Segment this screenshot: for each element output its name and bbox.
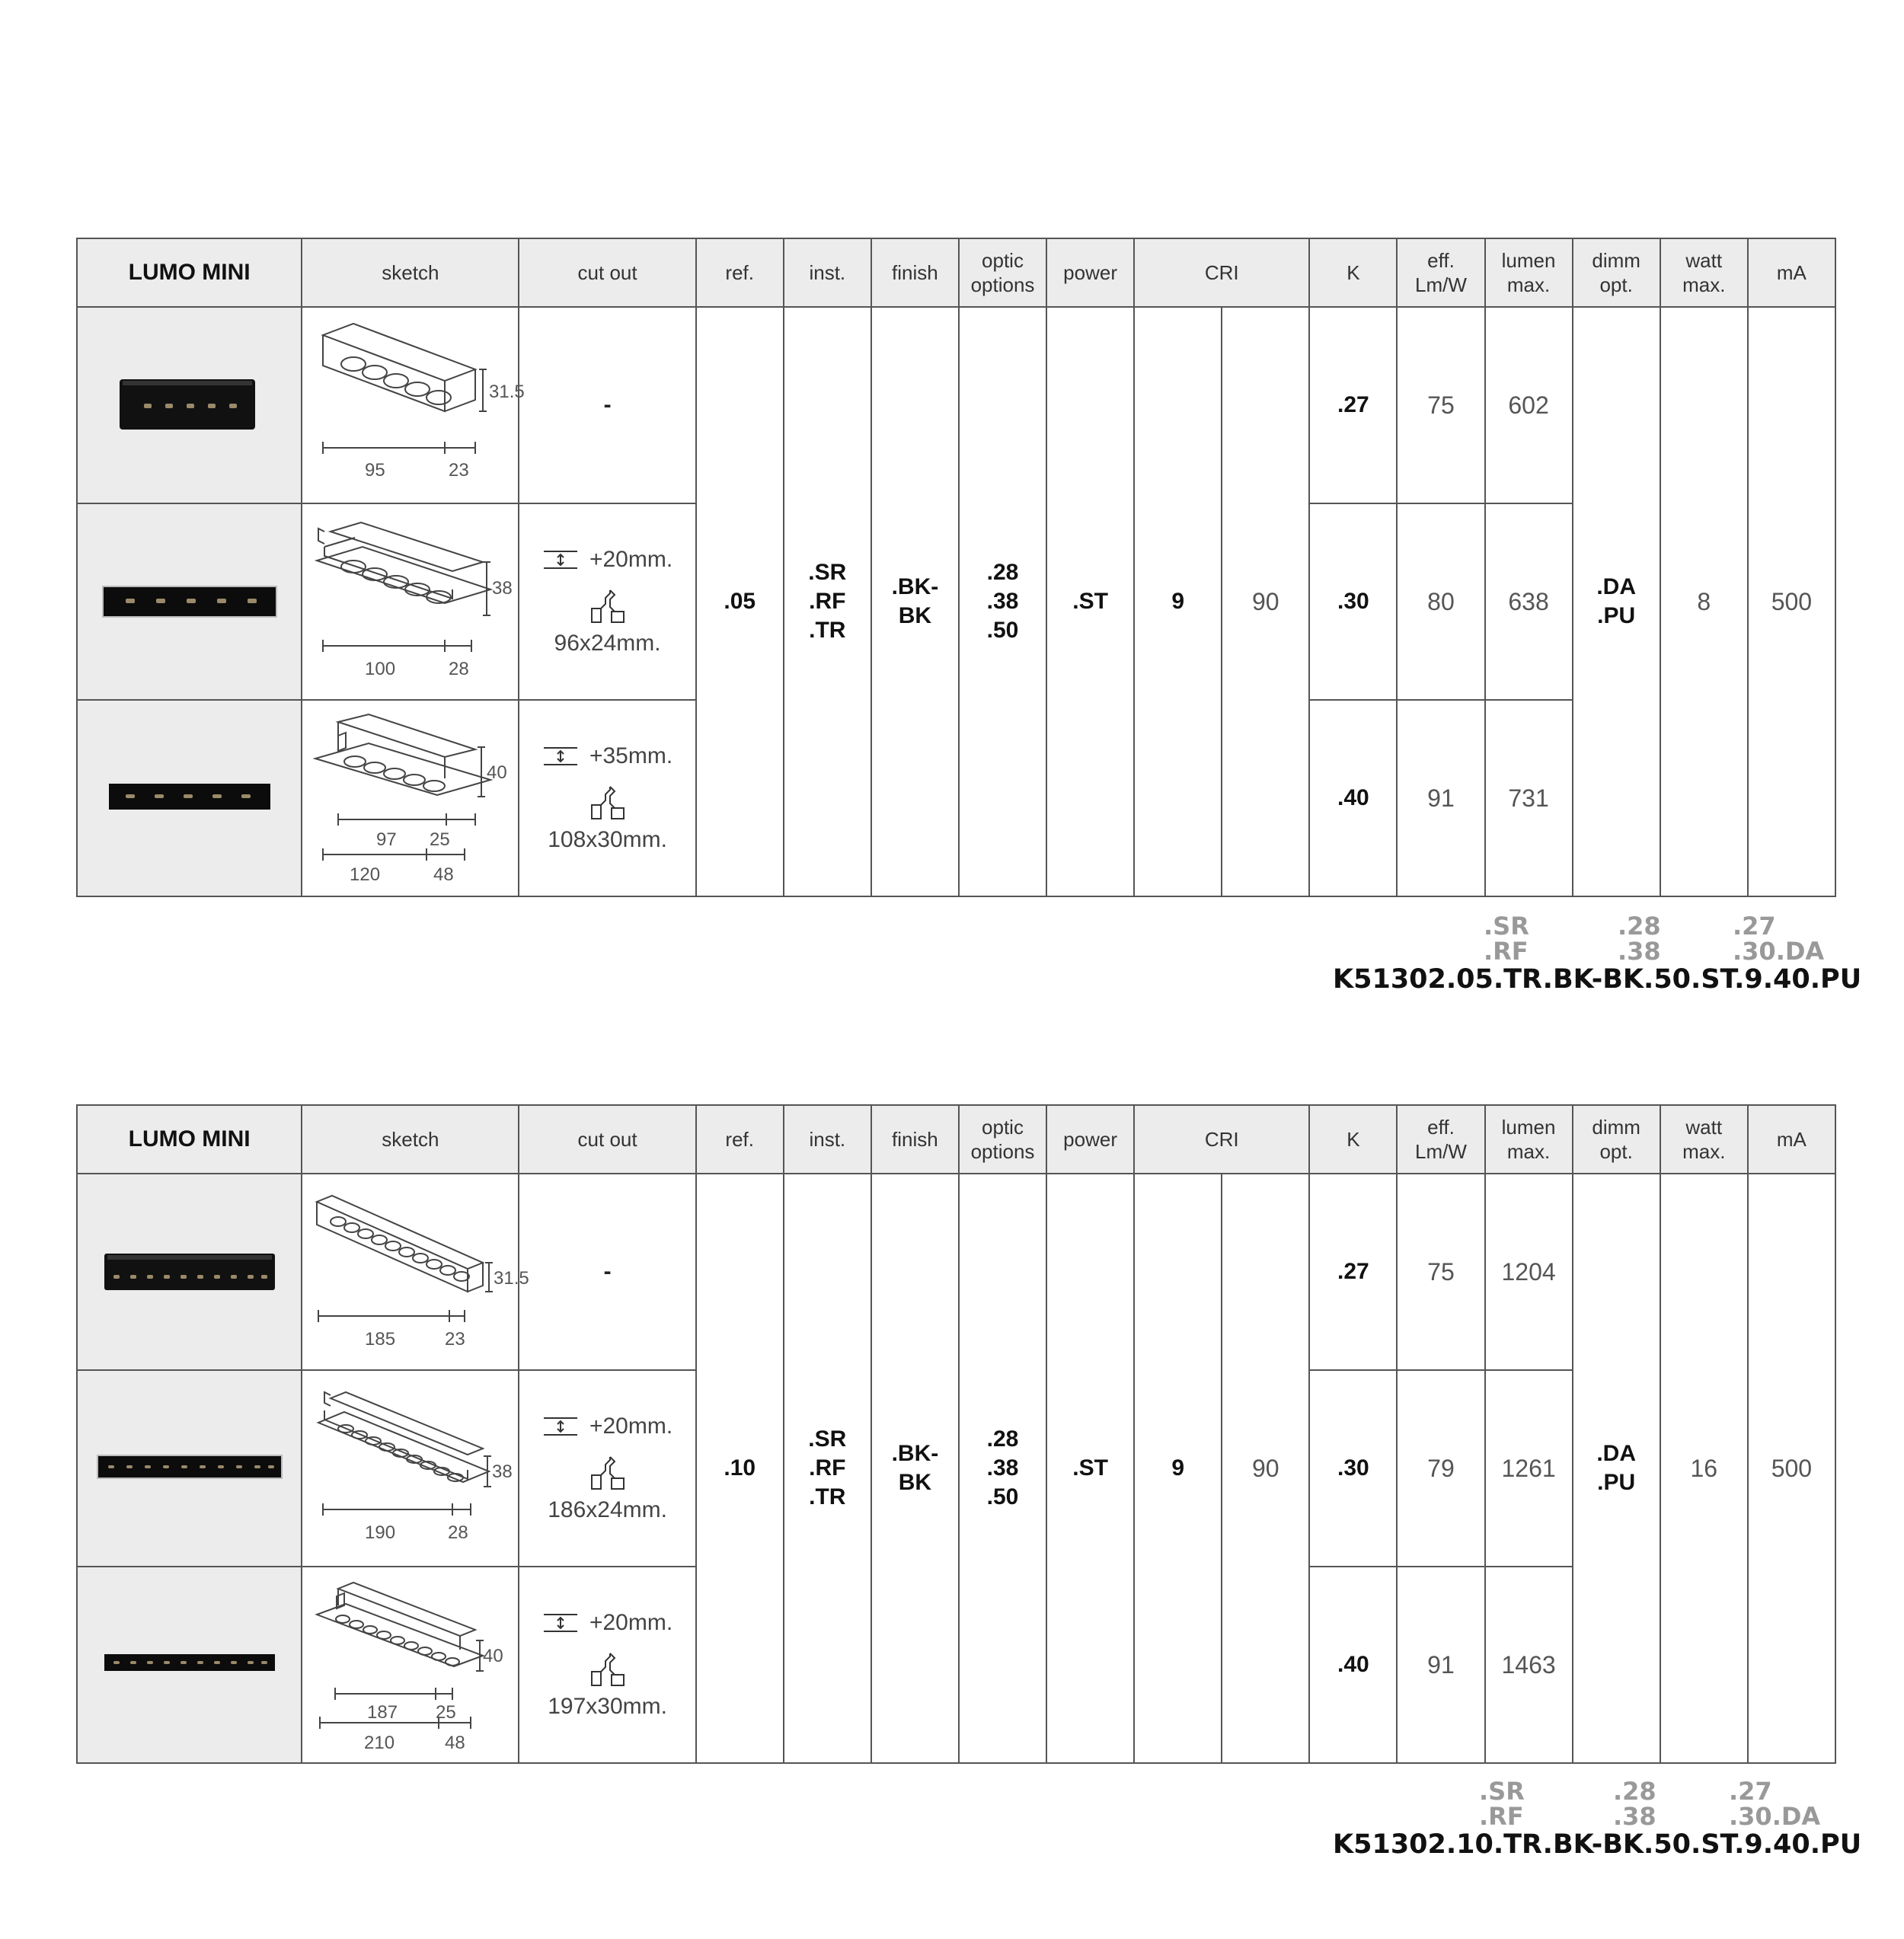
header-lumen: lumen max. [1485,238,1573,307]
optic-values: .28 .38 .50 [959,307,1046,896]
svg-text:48: 48 [433,864,454,885]
trimless-sketch-icon [308,705,513,888]
sketch-drawing [302,700,519,896]
product-photo-icon [94,1440,285,1493]
model-name: LUMO MINI [77,1105,302,1174]
code-k-options: .27 .30.DA [1733,912,1825,966]
sketch-drawing [302,503,519,700]
surface-sketch-icon [308,312,525,495]
cut-hole-icon [589,1455,627,1490]
trimless-sketch-icon [308,1572,513,1755]
header-cut-out: cut out [519,1105,695,1174]
cut-depth: +35mm. [589,743,673,768]
k-value: .27 [1309,307,1397,503]
svg-text:31.5: 31.5 [493,1267,529,1289]
svg-text:40: 40 [486,762,507,783]
cut-depth: +20mm. [589,1610,673,1635]
header-k: K [1309,1105,1397,1174]
lumen-value: 1204 [1485,1174,1573,1370]
svg-text:190: 190 [364,1522,395,1543]
svg-text:95: 95 [364,459,385,481]
svg-text:48: 48 [444,1732,465,1753]
cut-hole-icon [589,589,627,624]
header-inst: inst. [784,238,871,307]
lumen-value: 602 [1485,307,1573,503]
ma-value: 500 [1748,1174,1835,1763]
k-value: .30 [1309,503,1397,700]
header-finish: finish [871,238,959,307]
header-inst: inst. [784,1105,871,1174]
eff-value: 79 [1397,1370,1484,1567]
svg-text:120: 120 [349,864,380,885]
k-value: .40 [1309,700,1397,896]
svg-text:28: 28 [448,658,469,679]
header-dimm: dimm opt. [1573,238,1660,307]
product-photo [77,1174,302,1370]
power-value: .ST [1046,307,1134,896]
header-ref: ref. [696,238,784,307]
lumen-value: 731 [1485,700,1573,896]
header-ma: mA [1748,1105,1835,1174]
k-value: .40 [1309,1567,1397,1763]
header-sketch: sketch [302,238,519,307]
svg-text:28: 28 [447,1522,468,1543]
surface-sketch-icon [308,1179,529,1362]
cut-depth: +20mm. [589,1414,673,1439]
ref-value: .05 [696,307,784,896]
header-power: power [1046,1105,1134,1174]
svg-text:25: 25 [435,1701,456,1723]
inst-values: .SR .RF .TR [784,307,871,896]
cut-out-cell [519,1370,695,1567]
dimm-values: .DA .PU [1573,307,1660,896]
header-k: K [1309,238,1397,307]
code-inst-options: .SR .RF [1484,912,1529,966]
header-ma: mA [1748,238,1835,307]
header-sketch: sketch [302,1105,519,1174]
cut-out-cell [519,700,695,896]
eff-value: 80 [1397,503,1484,700]
cut-out-cell: - [519,307,695,503]
header-optic: optic options [959,238,1046,307]
model-name: LUMO MINI [77,238,302,307]
sketch-drawing [302,1567,519,1763]
cri-value-b: 90 [1222,1174,1309,1763]
svg-text:31.5: 31.5 [488,381,525,402]
cut-size: 186x24mm. [548,1497,667,1522]
product-photo-icon [98,770,281,823]
cri-value-a: 9 [1134,1174,1222,1763]
cut-size: 108x30mm. [548,827,667,852]
recessed-sketch-icon [308,509,513,692]
cut-depth: +20mm. [589,547,673,572]
inst-values: .SR .RF .TR [784,1174,871,1763]
ref-value: .10 [696,1174,784,1763]
svg-text:25: 25 [429,829,450,850]
depth-icon [542,1613,579,1633]
header-cri: CRI [1134,1105,1309,1174]
code-optic-options: .28 .38 [1613,1777,1656,1831]
header-power: power [1046,238,1134,307]
header-cut-out: cut out [519,238,695,307]
spec-block-1 [76,238,1836,897]
header-optic: optic options [959,1105,1046,1174]
product-photo-icon [98,1240,281,1301]
dimm-values: .DA .PU [1573,1174,1660,1763]
product-code-1 [1333,914,1866,1005]
product-photo-icon [106,366,273,442]
k-value: .27 [1309,1174,1397,1370]
finish-values: .BK- BK [871,1174,959,1763]
header-dimm: dimm opt. [1573,1105,1660,1174]
optic-values: .28 .38 .50 [959,1174,1046,1763]
table-row [77,307,1835,503]
svg-text:210: 210 [363,1732,395,1753]
eff-value: 75 [1397,1174,1484,1370]
svg-text:38: 38 [491,577,513,599]
product-photo [77,307,302,503]
header-watt: watt max. [1660,238,1748,307]
cri-value-b: 90 [1222,307,1309,896]
lumen-value: 1261 [1485,1370,1573,1567]
cut-hole-icon [589,785,627,820]
header-finish: finish [871,1105,959,1174]
depth-icon [542,746,579,766]
svg-text:97: 97 [375,829,397,850]
svg-text:38: 38 [491,1461,513,1482]
svg-text:187: 187 [366,1701,398,1723]
eff-value: 75 [1397,307,1484,503]
finish-values: .BK- BK [871,307,959,896]
k-value: .30 [1309,1370,1397,1567]
watt-value: 16 [1660,1174,1748,1763]
product-code: K51302.10.TR.BK-BK.50.ST.9.40.PU [1333,1829,1862,1860]
lumen-value: 1463 [1485,1567,1573,1763]
watt-value: 8 [1660,307,1748,896]
cut-out-cell [519,503,695,700]
header-lumen: lumen max. [1485,1105,1573,1174]
depth-icon [542,1417,579,1436]
svg-text:185: 185 [364,1328,395,1350]
spec-table [76,1104,1836,1764]
code-k-options: .27 .30.DA [1729,1777,1821,1831]
product-photo [77,700,302,896]
product-photo-icon [98,1640,281,1686]
header-row [77,238,1835,307]
header-watt: watt max. [1660,1105,1748,1174]
cut-size: 197x30mm. [548,1694,667,1719]
product-photo [77,1567,302,1763]
spec-block-2 [76,1104,1836,1764]
cri-value-a: 9 [1134,307,1222,896]
svg-text:100: 100 [364,658,395,679]
lumen-value: 638 [1485,503,1573,700]
power-value: .ST [1046,1174,1134,1763]
header-eff: eff. Lm/W [1397,238,1484,307]
svg-text:23: 23 [444,1328,465,1350]
table-row [77,1174,1835,1370]
cut-size: 96x24mm. [554,631,661,656]
svg-text:23: 23 [448,459,469,481]
depth-icon [542,550,579,570]
cut-out-cell: - [519,1174,695,1370]
ma-value: 500 [1748,307,1835,896]
spec-table [76,238,1836,897]
product-photo [77,503,302,700]
sketch-drawing [302,1174,529,1370]
code-optic-options: .28 .38 [1618,912,1661,966]
header-row [77,1105,1835,1174]
sketch-drawing [302,1370,519,1567]
recessed-sketch-icon [308,1375,513,1558]
code-inst-options: .SR .RF [1479,1777,1525,1831]
header-cri: CRI [1134,238,1309,307]
cut-hole-icon [589,1652,627,1687]
eff-value: 91 [1397,1567,1484,1763]
cut-out-cell [519,1567,695,1763]
sketch-drawing [302,307,525,503]
eff-value: 91 [1397,700,1484,896]
product-code: K51302.05.TR.BK-BK.50.ST.9.40.PU [1333,964,1862,995]
header-eff: eff. Lm/W [1397,1105,1484,1174]
header-ref: ref. [696,1105,784,1174]
product-photo-icon [98,570,281,631]
product-code-2 [1333,1779,1866,1870]
svg-text:40: 40 [482,1645,503,1666]
product-photo [77,1370,302,1567]
